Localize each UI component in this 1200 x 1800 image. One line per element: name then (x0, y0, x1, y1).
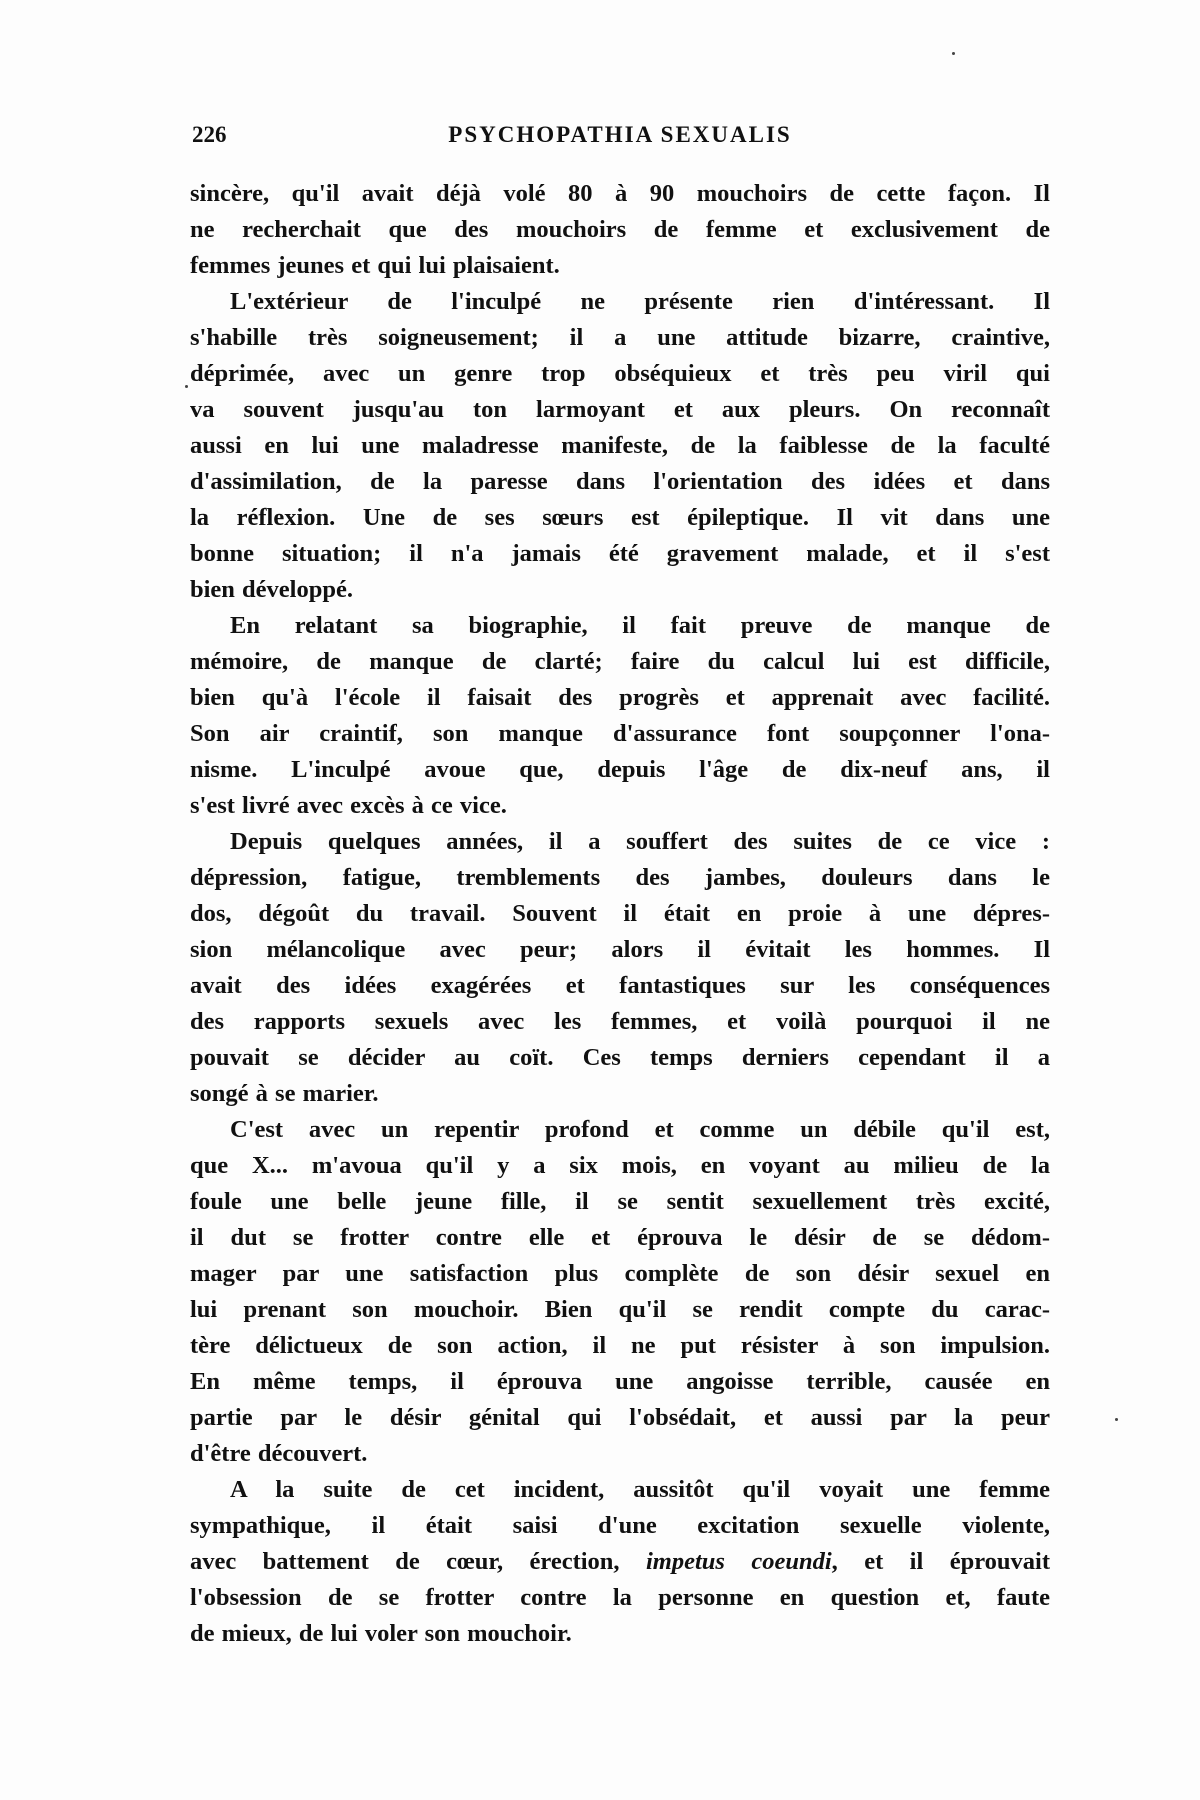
text-line: de mieux, de lui voler son mouchoir. (190, 1620, 572, 1647)
running-title: PSYCHOPATHIA SEXUALIS (448, 122, 792, 147)
text-line: tère délictueux de son action, il ne put résister à son impulsion. (190, 1332, 1050, 1359)
text-line: avait des idées exagérées et fantastiques sur les conséquences (190, 972, 1050, 999)
text-line: Son air craintif, son manque d'assurance font soupçonner l'ona- (190, 720, 1050, 747)
text-line (190, 1544, 1050, 1580)
text-line: bien développé. (190, 576, 353, 603)
text-line: sion mélancolique avec peur; alors il évitait les hommes. Il (190, 936, 1050, 963)
paragraph (190, 284, 1050, 608)
running-head (190, 122, 1050, 156)
text-line: bien qu'à l'école il faisait des progrès et apprenait avec facilité. (190, 684, 1050, 711)
text-line: mémoire, de manque de clarté; faire du calcul lui est difficile, (190, 648, 1050, 675)
text-line: la réflexion. Une de ses sœurs est épileptique. Il vit dans une (190, 504, 1050, 531)
text-line: s'est livré avec excès à ce vice. (190, 792, 507, 819)
text-line: d'assimilation, de la paresse dans l'orientation des idées et dans (190, 468, 1050, 495)
italic-phrase: impetus coeundi (645, 1548, 832, 1575)
paragraph (190, 1112, 1050, 1472)
text-line: En même temps, il éprouva une angoisse terrible, causée en (190, 1368, 1050, 1395)
text-line: l'obsession de se frotter contre la personne en question et, faute (190, 1584, 1050, 1611)
text-line: foule une belle jeune fille, il se sentit sexuellement très excité, (190, 1188, 1050, 1215)
text-line: mager par une satisfaction plus complète de son désir sexuel en (190, 1260, 1050, 1287)
text-line: des rapports sexuels avec les femmes, et voilà pourquoi il ne (190, 1008, 1050, 1035)
text-line: d'être découvert. (190, 1440, 368, 1467)
page-number: 226 (192, 122, 227, 147)
text-line: il dut se frotter contre elle et éprouva le désir de se dédom- (190, 1224, 1050, 1251)
paragraph (190, 824, 1050, 1112)
scan-speck (185, 385, 188, 388)
scan-speck (1115, 1418, 1118, 1421)
text-line: Depuis quelques années, il a souffert des suites de ce vice : (230, 828, 1050, 855)
body-text (190, 176, 1050, 1652)
text-line: lui prenant son mouchoir. Bien qu'il se rendit compte du carac- (190, 1296, 1050, 1323)
paragraph (190, 176, 1050, 284)
text-line: ne recherchait que des mouchoirs de femme et exclusivement de (190, 216, 1050, 243)
text-line: En relatant sa biographie, il fait preuve de manque de (230, 612, 1050, 639)
scan-speck (952, 52, 955, 55)
text-line: dos, dégoût du travail. Souvent il était en proie à une dépres- (190, 900, 1050, 927)
text-line: L'extérieur de l'inculpé ne présente rien d'intéressant. Il (230, 288, 1050, 315)
text-line: déprimée, avec un genre trop obséquieux et très peu viril qui (190, 360, 1050, 387)
text-segment: avec battement de cœur, érection, (190, 1548, 646, 1575)
text-line: s'habille très soigneusement; il a une attitude bizarre, craintive, (190, 324, 1050, 351)
paragraph (190, 1472, 1050, 1652)
text-line: C'est avec un repentir profond et comme un débile qu'il est, (230, 1116, 1050, 1143)
text-line: nisme. L'inculpé avoue que, depuis l'âge de dix-neuf ans, il (190, 756, 1050, 783)
text-line: aussi en lui une maladresse manifeste, de la faiblesse de la faculté (190, 432, 1050, 459)
text-line: dépression, fatigue, tremblements des jambes, douleurs dans le (190, 864, 1050, 891)
text-line: sincère, qu'il avait déjà volé 80 à 90 mouchoirs de cette façon. Il (190, 180, 1050, 207)
text-line: que X... m'avoua qu'il y a six mois, en voyant au milieu de la (190, 1152, 1050, 1179)
text-line: bonne situation; il n'a jamais été gravement malade, et il s'est (190, 540, 1050, 567)
text-segment: , et il éprouvait (831, 1548, 1050, 1575)
text-line: femmes jeunes et qui lui plaisaient. (190, 252, 560, 279)
text-line: sympathique, il était saisi d'une excitation sexuelle violente, (190, 1512, 1050, 1539)
text-line: partie par le désir génital qui l'obsédait, et aussi par la peur (190, 1404, 1050, 1431)
paragraph (190, 608, 1050, 824)
text-line: va souvent jusqu'au ton larmoyant et aux pleurs. On reconnaît (190, 396, 1050, 423)
text-line: A la suite de cet incident, aussitôt qu'il voyait une femme (230, 1476, 1050, 1503)
text-line: songé à se marier. (190, 1080, 379, 1107)
text-line: pouvait se décider au coït. Ces temps derniers cependant il a (190, 1044, 1050, 1071)
